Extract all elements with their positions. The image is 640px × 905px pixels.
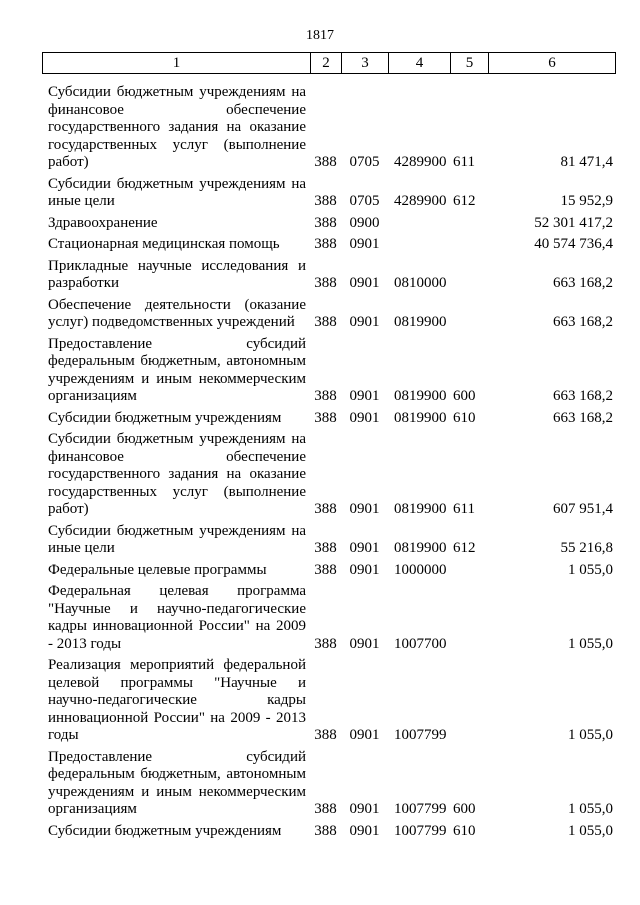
row-amount-cell: 1 055,0 xyxy=(568,801,613,817)
row-section-cell: 0901 xyxy=(349,314,380,330)
row-amount-cell: 81 471,4 xyxy=(560,154,613,170)
row-amount-cell: 40 574 736,4 xyxy=(534,236,613,252)
row-target-cell: 4289900 xyxy=(394,193,447,209)
row-amount-cell: 663 168,2 xyxy=(553,314,613,330)
row-name-cell: Федеральные целевые программы xyxy=(48,561,267,578)
row-type-cell xyxy=(450,562,488,584)
table-row xyxy=(42,583,613,657)
row-name-cell: Субсидии бюджетным учреждениям xyxy=(48,822,282,839)
table-row xyxy=(42,562,613,584)
row-name-cell: Стационарная медицинская помощь xyxy=(48,236,280,252)
column-header-3: 3 xyxy=(342,53,389,74)
row-section-cell: 0901 xyxy=(349,727,380,743)
row-section-cell: 0900 xyxy=(349,214,380,231)
row-type-cell: 600 xyxy=(453,801,476,817)
row-name-cell: Субсидии бюджетным учреждениям на финансовое обеспечение государственного задания на оказание государственных услуг (выполнение работ) xyxy=(48,431,306,517)
row-section-cell: 0901 xyxy=(349,388,380,404)
row-code-cell: 388 xyxy=(314,388,337,404)
row-name-cell: Прикладные научные исследования и разработки xyxy=(48,257,306,291)
row-type-cell xyxy=(450,297,488,336)
table-row xyxy=(42,176,613,215)
table-row xyxy=(42,236,613,258)
row-type-cell xyxy=(450,236,488,258)
row-amount-cell: 607 951,4 xyxy=(553,501,613,517)
row-code-cell: 388 xyxy=(314,275,337,291)
row-code-cell: 388 xyxy=(314,822,337,839)
row-target-cell: 1007700 xyxy=(394,635,447,652)
row-target-cell xyxy=(388,215,450,237)
table-row xyxy=(42,84,613,176)
column-header-5: 5 xyxy=(451,53,489,74)
table-row xyxy=(42,823,613,845)
row-name-cell: Предоставление субсидий федеральным бюджетным, автономным учреждениям и иным некоммерческим организациям xyxy=(48,748,306,817)
row-section-cell: 0901 xyxy=(349,236,380,252)
row-amount-cell: 1 055,0 xyxy=(568,561,613,578)
row-target-cell: 1000000 xyxy=(394,561,447,578)
row-target-cell: 0819900 xyxy=(394,314,447,330)
row-name-cell: Федеральная целевая программа "Научные и научно-педагогические кадры инновационной России" на 2009 - 2013 годы xyxy=(48,583,306,652)
row-amount-cell: 1 055,0 xyxy=(568,822,613,839)
row-name-cell: Предоставление субсидий федеральным бюджетным, автономным учреждениям и иным некоммерческим организациям xyxy=(48,335,306,404)
row-section-cell: 0901 xyxy=(349,409,380,426)
table-row xyxy=(42,297,613,336)
row-code-cell: 388 xyxy=(314,236,337,252)
row-code-cell: 388 xyxy=(314,501,337,517)
row-type-cell xyxy=(450,583,488,657)
row-type-cell: 612 xyxy=(453,193,476,209)
table-row xyxy=(42,336,613,410)
row-amount-cell: 1 055,0 xyxy=(568,727,613,743)
row-section-cell: 0901 xyxy=(349,822,380,839)
column-header-2: 2 xyxy=(311,53,342,74)
table-row xyxy=(42,410,613,432)
column-header-6: 6 xyxy=(489,53,616,74)
row-section-cell: 0901 xyxy=(349,635,380,652)
row-target-cell: 0819900 xyxy=(394,409,447,426)
row-code-cell: 388 xyxy=(314,727,337,743)
row-amount-cell: 663 168,2 xyxy=(553,409,613,426)
table-row xyxy=(42,215,613,237)
row-code-cell: 388 xyxy=(314,314,337,330)
row-section-cell: 0901 xyxy=(349,501,380,517)
row-type-cell xyxy=(450,258,488,297)
row-code-cell: 388 xyxy=(314,409,337,426)
row-target-cell: 4289900 xyxy=(394,154,447,170)
row-amount-cell: 15 952,9 xyxy=(560,193,613,209)
column-header-4: 4 xyxy=(389,53,451,74)
row-type-cell: 610 xyxy=(453,822,476,839)
row-target-cell: 0810000 xyxy=(394,275,447,291)
row-type-cell: 600 xyxy=(453,388,476,404)
row-section-cell: 0705 xyxy=(349,193,380,209)
row-type-cell: 612 xyxy=(453,540,476,556)
row-name-cell: Обеспечение деятельности (оказание услуг) подведомственных учреждений xyxy=(48,296,306,330)
row-target-cell xyxy=(388,236,450,258)
row-amount-cell: 52 301 417,2 xyxy=(534,214,613,231)
row-name-cell: Субсидии бюджетным учреждениям на иные цели xyxy=(48,522,306,556)
row-target-cell: 1007799 xyxy=(394,801,447,817)
row-amount-cell: 663 168,2 xyxy=(553,275,613,291)
row-section-cell: 0901 xyxy=(349,561,380,578)
row-code-cell: 388 xyxy=(314,540,337,556)
row-target-cell: 1007799 xyxy=(394,727,447,743)
row-name-cell: Субсидии бюджетным учреждениям xyxy=(48,409,282,426)
row-amount-cell: 1 055,0 xyxy=(568,635,613,652)
row-code-cell: 388 xyxy=(314,214,337,231)
row-section-cell: 0901 xyxy=(349,275,380,291)
row-target-cell: 0819900 xyxy=(394,501,447,517)
row-code-cell: 388 xyxy=(314,193,337,209)
row-type-cell: 610 xyxy=(453,409,476,426)
row-amount-cell: 663 168,2 xyxy=(553,388,613,404)
row-code-cell: 388 xyxy=(314,154,337,170)
row-name-cell: Реализация мероприятий федеральной целевой программы "Научные и научно-педагогические кадры инновационной России" на 2009 - 2013 годы xyxy=(48,657,306,743)
row-code-cell: 388 xyxy=(314,561,337,578)
row-code-cell: 388 xyxy=(314,801,337,817)
table-row xyxy=(42,657,613,749)
table-row xyxy=(42,258,613,297)
row-section-cell: 0705 xyxy=(349,154,380,170)
table-row xyxy=(42,431,613,523)
row-type-cell: 611 xyxy=(453,154,475,170)
column-header-1: 1 xyxy=(43,53,311,74)
budget-table-body xyxy=(42,84,613,844)
row-section-cell: 0901 xyxy=(349,801,380,817)
table-row xyxy=(42,749,613,823)
budget-table xyxy=(42,84,613,844)
page-number: 1817 xyxy=(306,28,334,43)
row-type-cell xyxy=(450,657,488,749)
row-target-cell: 1007799 xyxy=(394,822,447,839)
column-header-table xyxy=(42,52,616,74)
column-header-row xyxy=(43,53,616,74)
row-target-cell: 0819900 xyxy=(394,388,447,404)
row-name-cell: Субсидии бюджетным учреждениям на иные цели xyxy=(48,175,306,209)
table-row xyxy=(42,523,613,562)
row-amount-cell: 55 216,8 xyxy=(560,540,613,556)
row-name-cell: Здравоохранение xyxy=(48,214,158,231)
row-type-cell: 611 xyxy=(453,501,475,517)
row-code-cell: 388 xyxy=(314,635,337,652)
row-type-cell xyxy=(450,215,488,237)
row-name-cell: Субсидии бюджетным учреждениям на финансовое обеспечение государственного задания на оказание государственных услуг (выполнение работ) xyxy=(48,84,306,170)
row-target-cell: 0819900 xyxy=(394,540,447,556)
row-section-cell: 0901 xyxy=(349,540,380,556)
